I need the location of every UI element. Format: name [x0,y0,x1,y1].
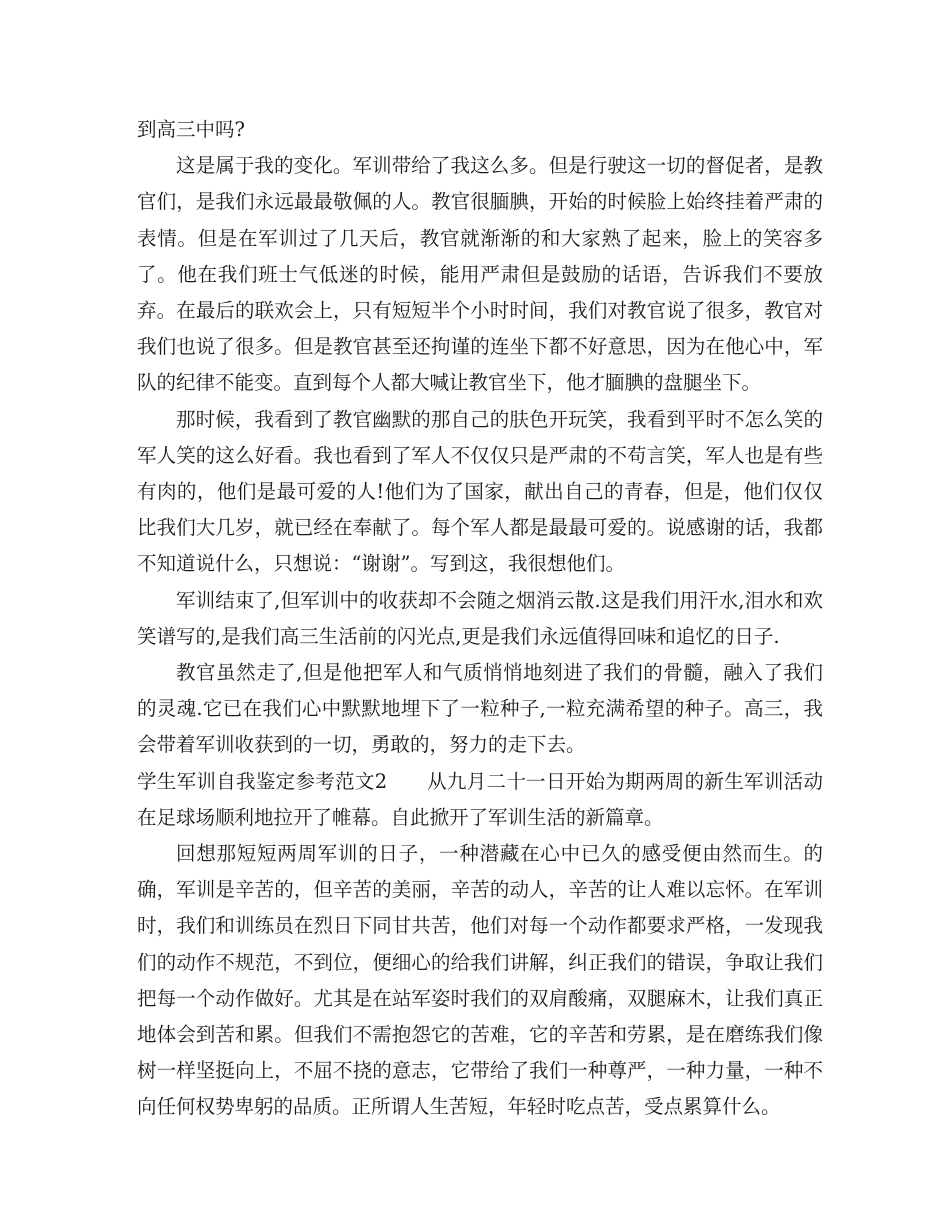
paragraph: 回想那短短两周军训的日子，一种潜藏在心中已久的感受便由然而生。的确，军训是辛苦的，但辛苦的美丽，辛苦的动人，辛苦的让人难以忘怀。在军训时，我们和训练员在烈日下同甘共苦，他们对每一个动作都要求严格，一发现我们的动作不规范，不到位，便细心的给我们讲解，纠正我们的错误，争取让我们把每一个动作做好。尤其是在站军姿时我们的双肩酸痛，双腿麻木，让我们真正地体会到苦和累。但我们不需抱怨它的苦难，它的辛苦和劳累，是在磨练我们像树一样坚挺向上，不屈不挠的意志，它带给了我们一种尊严，一种力量，一种不向任何权势卑躬的品质。正所谓人生苦短，年轻时吃点苦，受点累算什么。 [137,842,823,1119]
document-body [137,112,823,1126]
paragraph: 到高三中吗? [137,118,245,141]
paragraph: 军训结束了,但军训中的收获却不会随之烟消云散.这是我们用汗水,泪水和欢笑谱写的,是我们高三生活前的闪光点,更是我们永远值得回味和追忆的日子. [137,588,823,648]
section-heading-paragraph: 学生军训自我鉴定参考范文2 从九月二十一日开始为期两周的新生军训活动在足球场顺利地拉开了帷幕。自此掀开了军训生活的新篇章。 [137,769,823,829]
paragraph: 教官虽然走了,但是他把军人和气质悄悄地刻进了我们的骨髓，融入了我们的灵魂.它已在我们心中默默地埋下了一粒种子,一粒充满希望的种子。高三，我会带着军训收获到的一切，勇敢的，努力的走下去。 [137,661,823,757]
paragraph: 那时候，我看到了教官幽默的那自己的肤色开玩笑，我看到平时不怎么笑的军人笑的这么好看。我也看到了军人不仅仅只是严肃的不苟言笑，军人也是有些有肉的，他们是最可爱的人!他们为了国家，献出自己的青春，但是，他们仅仅比我们大几岁，就已经在奉献了。每个军人都是最最可爱的。说感谢的话，我都不知道说什么，只想说：“谢谢”。写到这，我很想他们。 [137,407,823,576]
paragraph: 这是属于我的变化。军训带给了我这么多。但是行驶这一切的督促者，是教官们，是我们永远最最敬佩的人。教官很腼腆，开始的时候脸上始终挂着严肃的表情。但是在军训过了几天后，教官就渐渐的和大家熟了起来，脸上的笑容多了。他在我们班士气低迷的时候，能用严肃但是鼓励的话语，告诉我们不要放弃。在最后的联欢会上，只有短短半个小时时间，我们对教官说了很多，教官对我们也说了很多。但是教官甚至还拘谨的连坐下都不好意思，因为在他心中，军队的纪律不能变。直到每个人都大喊让教官坐下，他才腼腆的盘腿坐下。 [137,154,823,395]
